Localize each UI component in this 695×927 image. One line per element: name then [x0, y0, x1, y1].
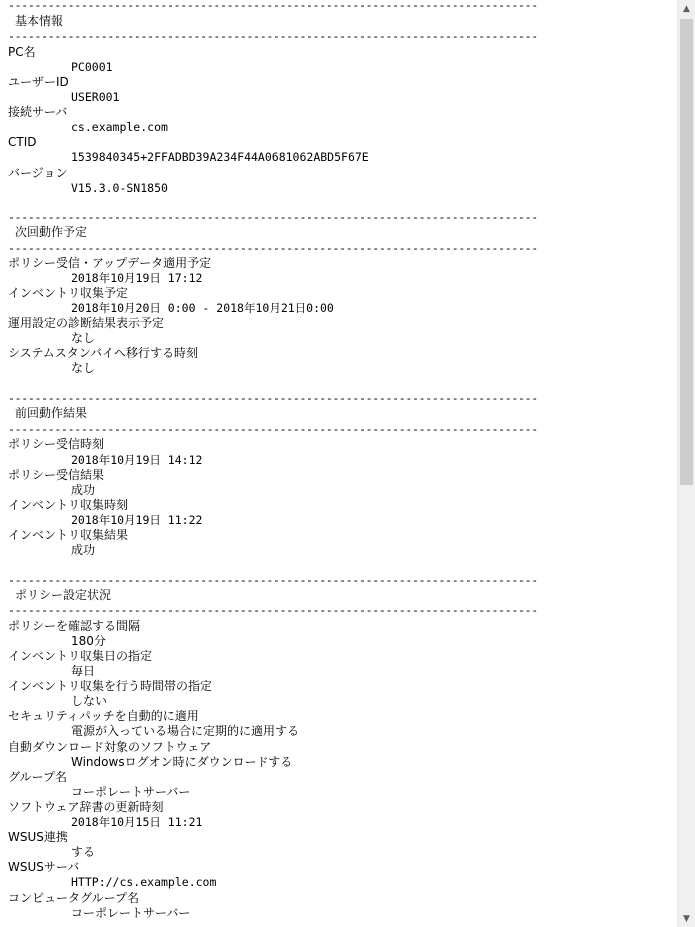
field-value: HTTP://cs.example.com	[71, 875, 217, 889]
vertical-scrollbar[interactable]	[677, 0, 695, 927]
section-title-policy-settings: ポリシー設定状況	[15, 588, 112, 602]
divider: --------------------------------------------------------------------------------	[8, 603, 538, 617]
field-label: セキュリティパッチを自動的に適用	[8, 709, 199, 723]
field-label: ポリシー受信結果	[8, 468, 105, 482]
field-value: 2018年10月19日 17:12	[71, 271, 203, 285]
field-label: ソフトウェア辞書の更新時刻	[8, 800, 164, 814]
field-label: バージョン	[8, 166, 68, 180]
field-value: 成功	[71, 483, 96, 497]
divider: --------------------------------------------------------------------------------	[8, 29, 538, 43]
field-label: ポリシー受信時刻	[8, 437, 105, 451]
field-value: なし	[71, 361, 96, 375]
scroll-up-icon[interactable]: ▲	[683, 3, 690, 14]
field-label: ユーザーID	[8, 75, 69, 89]
field-value: する	[71, 845, 96, 859]
field-value: しない	[71, 694, 108, 708]
field-label: 運用設定の診断結果表示予定	[8, 316, 165, 330]
field-value: 2018年10月20日 0:00 - 2018年10月21日0:00	[71, 301, 334, 315]
section-title-basic-info: 基本情報	[15, 14, 64, 28]
field-value: V15.3.0-SN1850	[71, 181, 168, 195]
field-value: 2018年10月19日 14:12	[71, 453, 203, 467]
field-value: 電源が入っている場合に定期的に適用する	[71, 724, 300, 738]
section-title-previous-results: 前回動作結果	[15, 406, 88, 420]
field-value: 2018年10月19日 11:22	[71, 513, 203, 527]
field-value: なし	[71, 331, 96, 345]
field-value: コーポレートサーバー	[71, 785, 191, 799]
field-label: システムスタンバイへ移行する時刻	[8, 346, 198, 360]
section-title-next-schedule: 次回動作予定	[15, 225, 88, 239]
field-label: 接続サーバ	[8, 105, 68, 119]
field-label: WSUS連携	[8, 830, 68, 844]
divider: --------------------------------------------------------------------------------	[8, 422, 538, 436]
field-label: インベントリ収集を行う時間帯の指定	[8, 679, 213, 693]
field-label: コンピュータグループ名	[8, 891, 140, 905]
field-label: ポリシー受信・アップデータ適用予定	[8, 256, 212, 270]
field-value: USER001	[71, 90, 120, 104]
field-label: CTID	[8, 135, 37, 149]
field-label: 自動ダウンロード対象のソフトウェア	[8, 740, 212, 754]
field-label: ポリシーを確認する間隔	[8, 619, 141, 633]
field-value: PC0001	[71, 60, 113, 74]
divider: --------------------------------------------------------------------------------	[8, 0, 538, 12]
divider: --------------------------------------------------------------------------------	[8, 573, 538, 587]
field-value: 180分	[71, 634, 106, 648]
field-label: PC名	[8, 45, 36, 59]
field-value: 1539840345+2FFADBD39A234F44A0681062ABD5F67E	[71, 150, 369, 164]
field-value: 2018年10月15日 11:21	[71, 815, 203, 829]
scroll-down-icon[interactable]: ▼	[683, 913, 690, 924]
scrollbar-thumb[interactable]	[680, 19, 693, 485]
field-label: インベントリ収集時刻	[8, 498, 129, 512]
field-value: Windowsログオン時にダウンロードする	[71, 755, 293, 769]
divider: --------------------------------------------------------------------------------	[8, 210, 538, 224]
field-label: WSUSサーバ	[8, 860, 80, 874]
field-value: コーポレートサーバー	[71, 906, 191, 920]
field-label: グループ名	[8, 770, 68, 784]
field-value: 成功	[71, 543, 96, 557]
divider: --------------------------------------------------------------------------------	[8, 391, 538, 405]
field-value: 毎日	[71, 664, 96, 678]
field-label: インベントリ収集予定	[8, 286, 129, 300]
divider: --------------------------------------------------------------------------------	[8, 241, 538, 255]
field-label: インベントリ収集結果	[8, 528, 129, 542]
field-value: cs.example.com	[71, 120, 168, 134]
field-label: インベントリ収集日の指定	[8, 649, 153, 663]
